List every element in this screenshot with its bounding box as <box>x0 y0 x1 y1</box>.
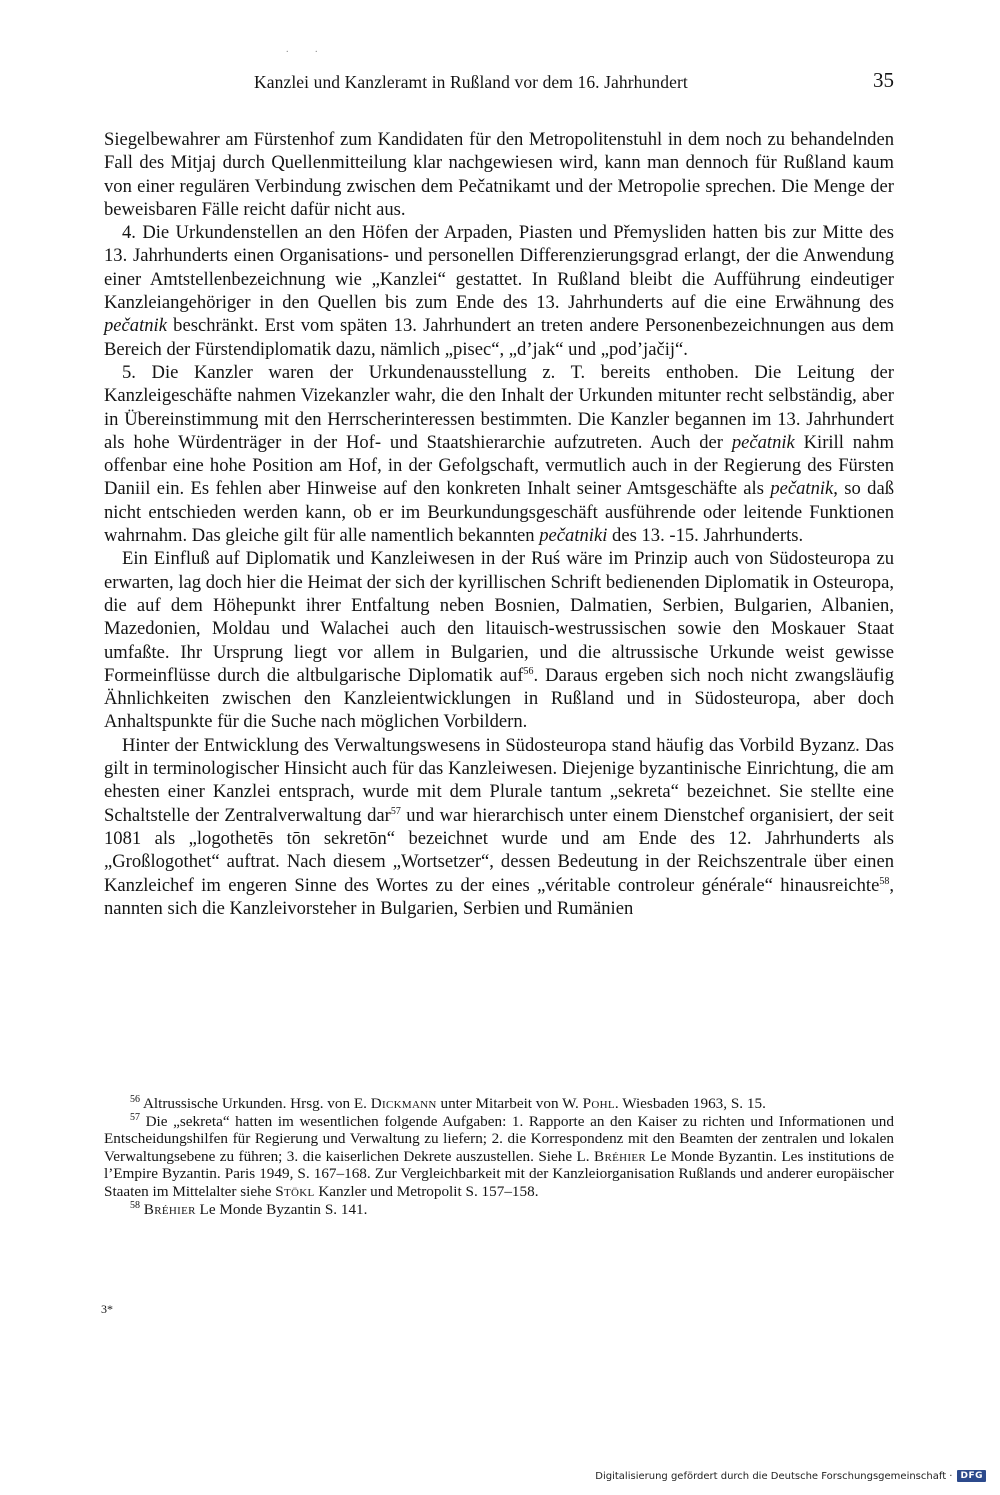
footnote-ref-58[interactable]: 58 <box>879 875 890 887</box>
scan-artifact-dots: . . <box>286 44 330 55</box>
digitization-credit <box>595 1470 986 1482</box>
footnote-text: unter Mitarbeit von W. <box>436 1095 583 1112</box>
paragraph-3-text-c: , so daß nicht entschieden werden kann, ob er im Beurkundungsgeschäft ausführende oder leitende Funktionen wahrnahm. Das gleiche gilt für alle namentlich bekannten <box>104 478 894 547</box>
author-name: Bréhier <box>143 1200 196 1218</box>
signature-mark: 3* <box>101 1302 113 1316</box>
paragraph-5-text-c: , nannten sich die Kanzleivorsteher in Bulgarien, Serbien und Rumänien <box>104 874 894 919</box>
author-name: Pohl <box>582 1095 615 1112</box>
paragraph-3-text-d: des 13. -15. Jahrhunderts. <box>607 525 804 547</box>
paragraph-4 <box>104 547 894 733</box>
paragraph-3 <box>104 361 894 547</box>
footnote-number: 58 <box>130 1199 140 1211</box>
footnote-text: Le Monde Byzantin. Les institutions de l’Empire Byzantin. Paris 1949, S. 167–168. Zur Vergleichbarkeit mit der Kanzleiorganisation Rußlands und anderer europäischer Staaten im Mittelalter siehe <box>104 1147 895 1200</box>
footnote-56 <box>104 1095 894 1113</box>
footnote-number: 56 <box>130 1093 140 1105</box>
running-title: Kanzlei und Kanzleramt in Rußland vor dem 16. Jahrhundert <box>254 72 688 92</box>
footnote-text: Altrussische Urkunden. Hrsg. von E. <box>140 1095 371 1112</box>
running-header <box>104 68 894 98</box>
dfg-logo-icon: DFG <box>957 1470 986 1482</box>
paragraph-5 <box>104 734 894 920</box>
author-name: Bréhier <box>594 1147 646 1165</box>
term-pecatniki: pečatniki <box>539 525 608 547</box>
footnotes <box>104 1095 894 1218</box>
paragraph-3-text-b: Kirill nahm offenbar eine hohe Position am Hof, in der Gefolgschaft, vermutlich auch in der Regierung des Fürsten Daniil ein. Es fehlen aber Hinweise auf den konkreten Inhalt seiner Amtsgeschäfte als <box>104 431 895 500</box>
main-text <box>104 128 894 920</box>
paragraph-5-text-b: und war hierarchisch unter einem Dienstchef organisiert, der seit 1081 als „logothetēs tōn sekretōn“ bezeichnet wurde und am Ende des 12. Jahrhunderts als „Großlogothet“ auftrat. Nach diesem „Wortsetzer“, dessen Bedeutung in der Reichszentrale über einen Kanzleichef im engeren Sinne des Wortes zu der eines „véritable controleur générale“ hinausreichte <box>104 804 894 896</box>
footnote-text: Le Monde Byzantin S. 141. <box>195 1200 368 1218</box>
paragraph-3-text-a: 5. Die Kanzler waren der Urkundenausstellung z. T. bereits enthoben. Die Leitung der Kanzleigeschäfte nahmen Vizekanzler wahr, die den Inhalt der Urkunden mitunter recht selbständig, aber in Übereinstimmung mit den Herrscherinteressen bestimmten. Die Kanzler begannen im 13. Jahrhundert als hohe Würdenträger in der Hof- und Staatshierarchie aufzutreten. Auch der <box>104 361 894 453</box>
author-name: Stökl <box>275 1182 315 1200</box>
term-pecatnik: pečatnik <box>770 478 834 500</box>
paragraph-1: Siegelbewahrer am Fürstenhof zum Kandidaten für den Metropolitenstuhl in dem noch zu behandelnden Fall des Mitjaj durch Quellenmitteilung klar nachgewiesen wird, kann man dennoch für Rußland kaum von einer regulären Verbindung zwischen dem Pečatnikamt und der Metropolie sprechen. Die Menge der beweisbaren Fälle reicht dafür nicht aus. <box>104 129 894 220</box>
footnote-text: . Wiesbaden 1963, S. 15. <box>614 1095 766 1112</box>
footnote-text: Kanzler und Metropolit S. 157–158. <box>314 1182 539 1200</box>
footnote-58 <box>104 1201 894 1219</box>
footnote-ref-57[interactable]: 57 <box>390 805 401 817</box>
paragraph-2 <box>104 221 894 361</box>
page-number: 35 <box>873 68 894 92</box>
paragraph-4-text-b: . Daraus ergeben sich noch nicht zwangsläufig Ähnlichkeiten zwischen den Kanzleientwicklungen in Rußland und in Südosteuropa, aber doch Anhaltspunkte für die Suche nach möglichen Vorbildern. <box>104 664 894 733</box>
paragraph-5-text-a: Hinter der Entwicklung des Verwaltungswesens in Südosteuropa stand häufig das Vorbild Byzanz. Das gilt in terminologischer Hinsicht auch für das Kanzleiwesen. Diejenige byzantinische Einrichtung, die am ehesten einer Kanzlei entsprach, wurde mit dem Plurale tantum „sekreta“ bezeichnet. Sie stellte eine Schaltstelle der Zentralverwaltung dar <box>104 734 894 826</box>
credit-text: Digitalisierung gefördert durch die Deutsche Forschungsgemeinschaft · <box>595 1470 953 1482</box>
paragraph-2-text-b: beschränkt. Erst vom späten 13. Jahrhundert an treten andere Personenbezeichnungen aus dem Bereich der Fürstendiplomatik dazu, nämlich „pisec“, „d’jak“ und „pod’jačij“. <box>104 315 894 360</box>
term-pecatnik: pečatnik <box>104 315 167 337</box>
paragraph-2-text-a: 4. Die Urkundenstellen an den Höfen der Arpaden, Piasten und Přemysliden hatten bis zur Mitte des 13. Jahrhunderts einen Organisations- und personellen Differenzierungsgrad erlangt, der die Anwendung einer Amtstellenbezeichnung wie „Kanzlei“ gestattet. In Rußland bleibt die Aufführung eindeutiger Kanzleiangehöriger in den Quellen bis zum Ende des 13. Jahrhunderts auf die eine Erwähnung des <box>104 222 894 314</box>
term-pecatnik: pečatnik <box>731 431 795 453</box>
author-name: Dickmann <box>370 1095 437 1112</box>
paragraph-4-text-a: Ein Einfluß auf Diplomatik und Kanzleiwesen in der Ruś wäre im Prinzip auch von Südosteuropa zu erwarten, lag doch hier die Heimat der sich der kyrillischen Schrift bedienenden Diplomatik in Osteuropa, die auf dem Höhepunkt ihrer Entfaltung neben Bosnien, Dalmatien, Serbien, Bulgarien, Albanien, Mazedonien, Moldau und Walachei auch den litauisch-westrussischen sowie den Moskauer Staat umfaßte. Ihr Ursprung liegt vor allem in Bulgarien, und die altrussische Urkunde weist gewisse Formeinflüsse durch die altbulgarische Diplomatik auf <box>104 548 894 686</box>
footnote-text: Die „sekreta“ hatten im wesentlichen folgende Aufgaben: 1. Rapporte an den Kaiser zu richten und Informationen und Entscheidungshilfen für Regierung und Verwaltung zu liefern; 2. die Korrespondenz mit den Beamten der zentralen und lokalen Verwaltungsebene zu führen; 3. die kaiserlichen Dekrete auszustellen. Siehe L. <box>104 1112 894 1165</box>
footnote-ref-56[interactable]: 56 <box>523 665 534 677</box>
footnote-57 <box>104 1113 894 1201</box>
footnote-number: 57 <box>130 1111 140 1123</box>
